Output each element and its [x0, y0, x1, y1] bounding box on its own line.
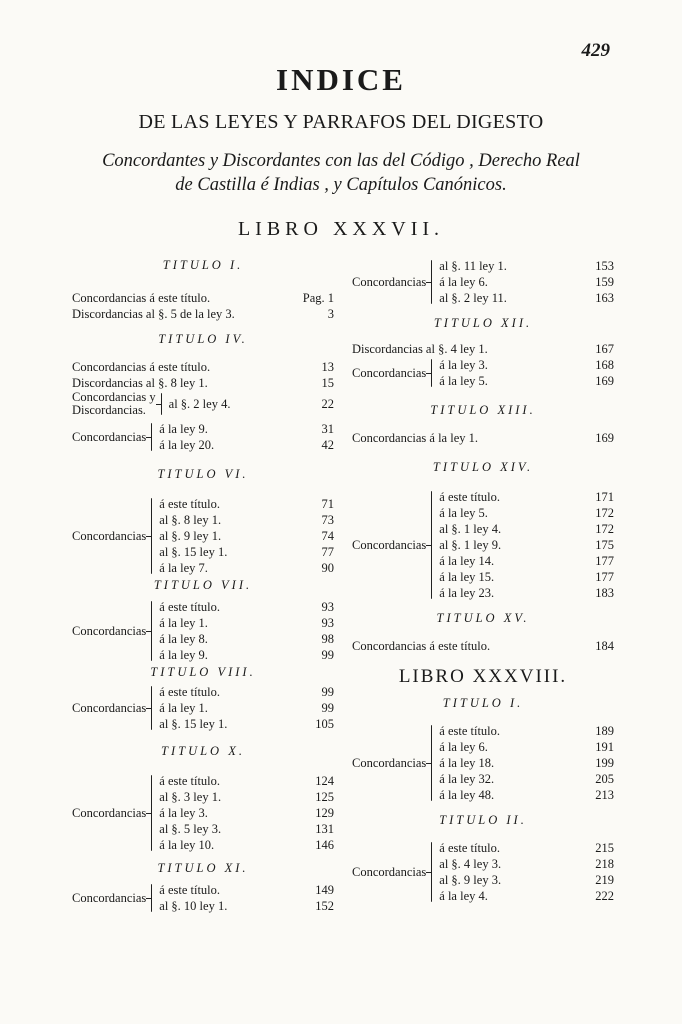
page-ref: 13: [321, 360, 334, 374]
page-ref: 153: [595, 259, 614, 273]
entry-text: á la ley 5.: [439, 506, 488, 520]
entry-text: á la ley 14.: [439, 554, 495, 568]
libro-heading: LIBRO XXXVII.: [237, 218, 445, 240]
entry-text: Discordancias al §. 4 ley 1.: [352, 342, 488, 356]
page-ref: 93: [321, 616, 334, 630]
index-row: [439, 258, 614, 274]
page-ref: 175: [595, 538, 614, 552]
group-label: Concordancias: [352, 365, 427, 380]
page-ref: 3: [327, 307, 334, 321]
index-row: [159, 560, 334, 576]
index-row: [159, 631, 334, 647]
index-row: [439, 489, 614, 505]
left-column: [72, 258, 334, 914]
brace: [148, 599, 156, 663]
section-title: TITULO XIII.: [430, 403, 536, 417]
brace-group: [352, 357, 614, 389]
brace: [148, 882, 156, 914]
index-row: [439, 521, 614, 537]
entry-text: al §. 8 ley 1.: [159, 513, 222, 527]
entry-text: al §. 2 ley 4.: [168, 397, 231, 411]
group-label: Concordancias: [352, 864, 427, 879]
page-ref: 189: [595, 724, 614, 738]
group-label: Concordancias: [72, 890, 147, 905]
page-ref: 215: [595, 841, 614, 855]
italic-subheading-1: Concordantes y Discordantes con las del Código , Derecho Real: [102, 151, 580, 171]
entry-text: al §. 15 ley 1.: [159, 717, 228, 731]
index-row: [159, 528, 334, 544]
entry-text: á la ley 18.: [439, 756, 495, 770]
page-ref: 159: [595, 275, 614, 289]
index-row: [159, 437, 334, 453]
page-ref: 146: [315, 838, 334, 852]
section-title: TITULO VIII.: [150, 665, 256, 679]
index-row: [159, 821, 334, 837]
page-ref: 167: [595, 342, 614, 356]
entry-text: al §. 5 ley 3.: [159, 822, 222, 836]
index-row: [159, 716, 334, 732]
group-label: Concordancias: [72, 623, 147, 638]
entry-text: Concordancias á la ley 1.: [352, 431, 478, 445]
entry-text: á la ley 4.: [439, 889, 488, 903]
entry-text: á la ley 5.: [439, 374, 488, 388]
section-title: TITULO XII.: [433, 316, 533, 330]
entry-text: á la ley 3.: [439, 358, 488, 372]
entry-text: á la ley 20.: [159, 438, 215, 452]
index-row: [159, 512, 334, 528]
entry-text: á este título.: [159, 685, 221, 699]
entry-text: á la ley 6.: [439, 275, 488, 289]
right-column: [352, 258, 614, 904]
index-row: [169, 396, 334, 412]
group-label: Concordancias: [72, 805, 147, 820]
section-title: TITULO XIV.: [432, 460, 534, 474]
page-ref: 77: [321, 545, 334, 559]
group-label: [72, 391, 156, 417]
group-label: Concordancias: [352, 537, 427, 552]
brace-group: [72, 684, 334, 732]
page-ref: 73: [321, 513, 334, 527]
group-label: Concordancias: [72, 700, 147, 715]
index-row: [439, 840, 614, 856]
entry-text: á este título.: [439, 724, 501, 738]
entry-text: á este título.: [439, 841, 501, 855]
brace-group: [352, 840, 614, 904]
brace-group: [352, 489, 614, 601]
page-ref: 183: [595, 586, 614, 600]
entry-text: al §. 3 ley 1.: [159, 790, 222, 804]
page-number: 429: [581, 40, 610, 61]
entry-text: al §. 9 ley 3.: [439, 873, 502, 887]
index-row: [439, 537, 614, 553]
entry-text: á la ley 1.: [159, 701, 208, 715]
section-title: TITULO VI.: [157, 467, 249, 481]
entry-text: al §. 1 ley 4.: [439, 522, 502, 536]
index-row: [352, 430, 614, 446]
brace: [428, 723, 436, 803]
entry-text: á la ley 48.: [439, 788, 495, 802]
index-row: [439, 274, 614, 290]
italic-subheading-2: de Castilla é Indias , y Capítulos Canónicos.: [175, 175, 507, 195]
group-label: Concordancias: [72, 429, 147, 444]
brace: [148, 496, 156, 576]
index-row: [159, 773, 334, 789]
index-row: [159, 898, 334, 914]
index-row: [159, 615, 334, 631]
entry-text: á la ley 9.: [159, 648, 208, 662]
page-ref: 172: [595, 506, 614, 520]
entry-text: á la ley 7.: [159, 561, 208, 575]
page-ref: 199: [595, 756, 614, 770]
entry-text: al §. 1 ley 9.: [439, 538, 502, 552]
index-row: [439, 771, 614, 787]
entry-text: á la ley 8.: [159, 632, 208, 646]
index-row: [159, 805, 334, 821]
section-title: TITULO XI.: [157, 861, 249, 875]
index-row: [72, 290, 334, 306]
page-ref: 131: [315, 822, 334, 836]
page-ref: 99: [321, 701, 334, 715]
index-row: [159, 789, 334, 805]
brace-group: [352, 258, 614, 306]
index-row: [439, 569, 614, 585]
page-ref: 15: [321, 376, 334, 390]
section-title: TITULO IV.: [158, 332, 248, 346]
entry-text: á este título.: [159, 497, 221, 511]
page-ref: 98: [321, 632, 334, 646]
brace-group: [352, 723, 614, 803]
page-ref: 90: [321, 561, 334, 575]
page-ref: 177: [595, 570, 614, 584]
entry-text: al §. 15 ley 1.: [159, 545, 228, 559]
group-label: Concordancias: [72, 528, 147, 543]
index-row: [439, 373, 614, 389]
index-row: [72, 359, 334, 375]
index-row: [159, 684, 334, 700]
brace-group: [72, 496, 334, 576]
page-ref: 105: [315, 717, 334, 731]
entry-text: al §. 9 ley 1.: [159, 529, 222, 543]
entry-text: á la ley 1.: [159, 616, 208, 630]
page-ref: 152: [315, 899, 334, 913]
index-row: [159, 421, 334, 437]
group-label: Concordancias: [352, 755, 427, 770]
index-row: [439, 872, 614, 888]
section-title: TITULO XV.: [436, 611, 530, 625]
entry-text: á la ley 15.: [439, 570, 495, 584]
group-label: Concordancias: [352, 274, 427, 289]
entry-text: á la ley 32.: [439, 772, 495, 786]
section-title: TITULO X.: [161, 744, 245, 758]
index-row: [159, 599, 334, 615]
entry-text: á este título.: [159, 774, 221, 788]
page-ref: 218: [595, 857, 614, 871]
entry-text: á la ley 9.: [159, 422, 208, 436]
index-row: [72, 375, 334, 391]
brace: [428, 357, 436, 389]
page-ref: 124: [315, 774, 334, 788]
brace: [158, 391, 166, 417]
brace: [148, 421, 156, 453]
entry-text: Concordancias á este título.: [352, 639, 491, 653]
page-ref: 171: [595, 490, 614, 504]
page-ref: 125: [315, 790, 334, 804]
index-row: [439, 755, 614, 771]
index-row: [439, 723, 614, 739]
index-row: [159, 647, 334, 663]
page-ref: 71: [321, 497, 334, 511]
index-row: [159, 837, 334, 853]
entry-text: Discordancias al §. 5 de la ley 3.: [72, 307, 235, 321]
index-row: [439, 357, 614, 373]
page-ref: 93: [321, 600, 334, 614]
brace: [428, 258, 436, 306]
brace-group: [72, 882, 334, 914]
page-ref: 205: [595, 772, 614, 786]
entry-text: á la ley 10.: [159, 838, 215, 852]
brace-group: [72, 599, 334, 663]
page-ref: 149: [315, 883, 334, 897]
brace: [148, 684, 156, 732]
brace-group: [72, 421, 334, 453]
page-ref: 163: [595, 291, 614, 305]
entry-text: á la ley 6.: [439, 740, 488, 754]
page-ref: 99: [321, 685, 334, 699]
page-ref: 222: [595, 889, 614, 903]
brace: [148, 773, 156, 853]
brace: [428, 840, 436, 904]
group-label-line: Concordancias y: [72, 390, 156, 404]
group-label-line: Discordancias.: [72, 403, 146, 417]
index-row: [439, 505, 614, 521]
entry-text: á este título.: [439, 490, 501, 504]
page-ref: 31: [321, 422, 334, 436]
index-row: [159, 544, 334, 560]
entry-text: Concordancias á este título.: [72, 360, 211, 374]
entry-text: Concordancias á este título.: [72, 291, 211, 305]
index-row: [352, 341, 614, 357]
page-ref: 184: [595, 639, 614, 653]
page-ref: 219: [595, 873, 614, 887]
index-row: [439, 856, 614, 872]
index-row: [439, 739, 614, 755]
section-title: TITULO II.: [439, 813, 527, 827]
index-row: [159, 496, 334, 512]
entry-text: al §. 10 ley 1.: [159, 899, 228, 913]
entry-text: al §. 2 ley 11.: [439, 291, 507, 305]
index-row: [439, 290, 614, 306]
index-row: [72, 306, 334, 322]
index-row: [439, 888, 614, 904]
page-ref: 42: [321, 438, 334, 452]
entry-text: á este título.: [159, 600, 221, 614]
page-ref: 22: [321, 397, 334, 411]
page-ref: Pag. 1: [302, 291, 334, 305]
index-row: [439, 787, 614, 803]
entry-text: á la ley 23.: [439, 586, 495, 600]
page-title: INDICE: [276, 62, 406, 97]
page-ref: 213: [595, 788, 614, 802]
page-ref: 191: [595, 740, 614, 754]
page-ref: 177: [595, 554, 614, 568]
brace-group: [72, 391, 334, 417]
index-row: [352, 638, 614, 654]
section-title: TITULO I.: [442, 696, 524, 710]
page-ref: 74: [321, 529, 334, 543]
index-row: [159, 882, 334, 898]
page-ref: 169: [595, 374, 614, 388]
section-title: TITULO VII.: [153, 578, 253, 592]
page-ref: 129: [315, 806, 334, 820]
brace-group: [72, 773, 334, 853]
libro-heading-2: LIBRO XXXVIII.: [398, 666, 568, 687]
index-row: [439, 553, 614, 569]
index-row: [159, 700, 334, 716]
page-ref: 168: [595, 358, 614, 372]
section-title: TITULO I.: [162, 258, 244, 272]
entry-text: á la ley 3.: [159, 806, 208, 820]
page-ref: 172: [595, 522, 614, 536]
page-subtitle: DE LAS LEYES Y PARRAFOS DEL DIGESTO: [138, 111, 544, 133]
entry-text: Discordancias al §. 8 ley 1.: [72, 376, 208, 390]
page-ref: 99: [321, 648, 334, 662]
page-ref: 169: [595, 431, 614, 445]
index-row: [439, 585, 614, 601]
entry-text: al §. 11 ley 1.: [439, 259, 507, 273]
brace: [428, 489, 436, 601]
entry-text: al §. 4 ley 3.: [439, 857, 502, 871]
entry-text: á este título.: [159, 883, 221, 897]
